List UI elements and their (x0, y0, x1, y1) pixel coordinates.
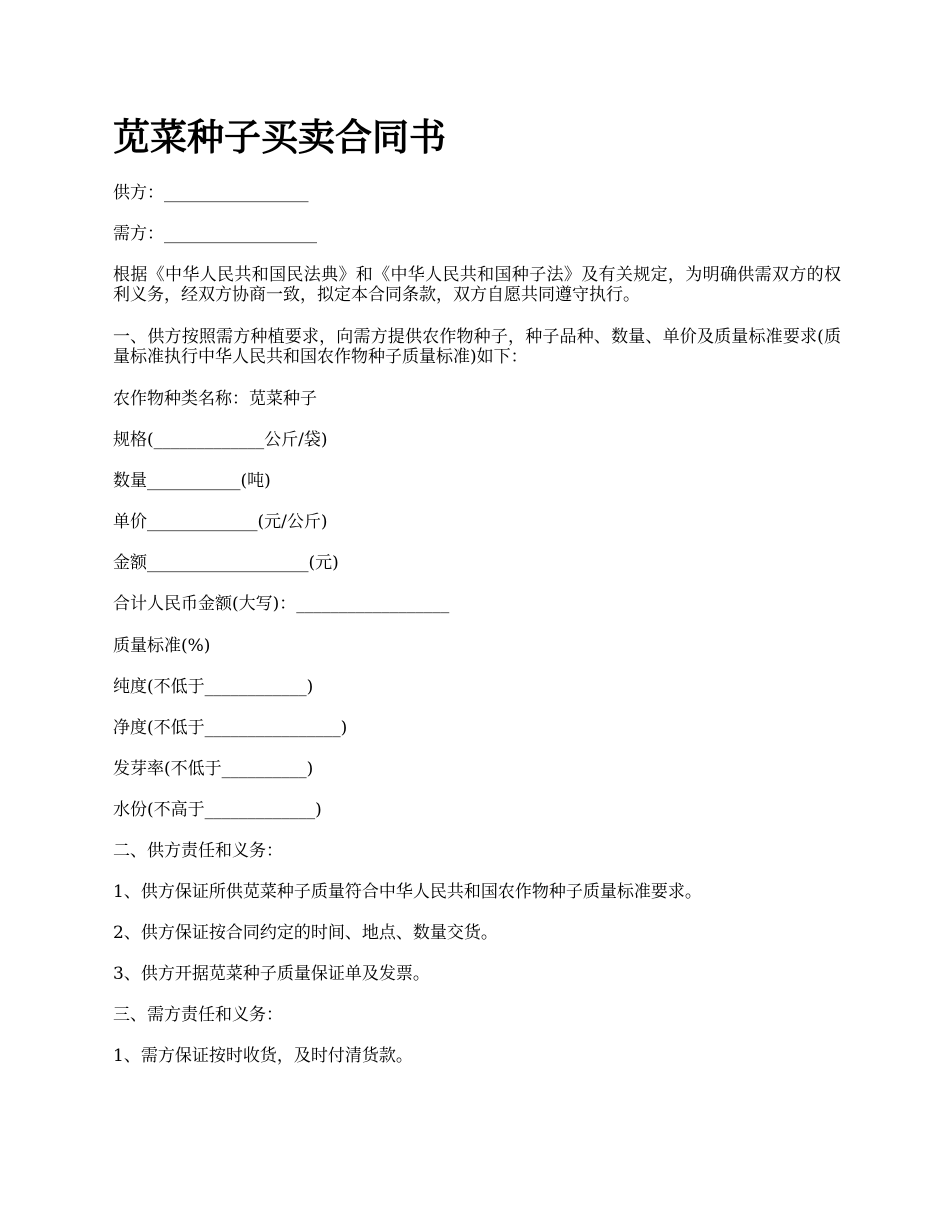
quantity-line: 数量___________(吨) (113, 471, 271, 491)
total-rmb-line: 合计人民币金额(大写)：__________________ (113, 594, 450, 614)
clause3-title: 三、需方责任和义务： (113, 1005, 283, 1025)
clause2-item-1: 1、供方保证所供苋菜种子质量符合中华人民共和国农作物种子质量标准要求。 (113, 882, 702, 902)
spec-line: 规格(_____________公斤/袋) (113, 430, 328, 450)
crop-name-line: 农作物种类名称：苋菜种子 (113, 389, 317, 409)
clarity-line: 净度(不低于________________) (113, 718, 348, 738)
supplier-line: 供方：_________________ (113, 183, 309, 203)
document-title: 苋菜种子买卖合同书 (113, 115, 446, 159)
unit-price-line: 单价_____________(元/公斤) (113, 512, 328, 532)
moisture-line: 水份(不高于_____________) (113, 800, 322, 820)
clause2-title: 二、供方责任和义务： (113, 841, 283, 861)
germination-line: 发芽率(不低于__________) (113, 759, 314, 779)
clause2-item-3: 3、供方开据苋菜种子质量保证单及发票。 (113, 964, 430, 984)
clause3-item-1: 1、需方保证按时收货，及时付清货款。 (113, 1046, 413, 1066)
clause1-paragraph: 一、供方按照需方种植要求，向需方提供农作物种子，种子品种、数量、单价及质量标准要求(质量标准执行中华人民共和国农作物种子质量标准)如下： (113, 327, 841, 367)
intro-paragraph: 根据《中华人民共和国民法典》和《中华人民共和国种子法》及有关规定，为明确供需双方的权利义务，经双方协商一致，拟定本合同条款，双方自愿共同遵守执行。 (113, 265, 841, 305)
purity-line: 纯度(不低于____________) (113, 677, 314, 697)
amount-line: 金额___________________(元) (113, 553, 339, 573)
quality-standard-line: 质量标准(%) (113, 636, 211, 656)
buyer-line: 需方：__________________ (113, 224, 317, 244)
clause2-item-2: 2、供方保证按合同约定的时间、地点、数量交货。 (113, 923, 498, 943)
